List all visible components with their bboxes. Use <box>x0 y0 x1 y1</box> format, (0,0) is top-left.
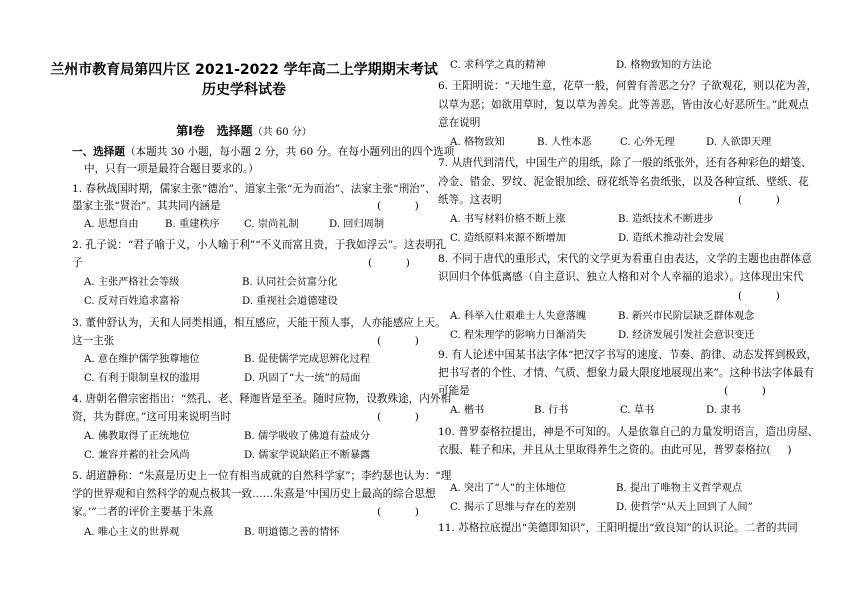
q10-stem-line1: 10. 普罗泰格拉提出，神是不可知的。人是依靠自己的力量发明语言，造出房屋、 <box>438 426 819 438</box>
instruction-line1 <box>72 145 454 159</box>
q2-option-b[interactable]: B. 认同社会贫富分化 <box>242 277 338 288</box>
q6-option-b[interactable]: B. 人性本恶 <box>537 137 592 148</box>
q6-stem-line2: 以草为恶；如欲用草时，复以草为善矣。此等善恶，皆由汝心好恶所生。”此观点 <box>438 99 809 111</box>
q5-stem-line1: 5. 胡道静称：“朱熹是历史上一位有相当成就的自然科学家”；李约瑟也认为：“理 <box>72 470 452 482</box>
q9-option-b[interactable]: B. 行书 <box>534 405 569 416</box>
q4-option-d[interactable]: D. 儒家学说缺陷正不断暴露 <box>244 450 371 461</box>
section-title <box>176 124 312 140</box>
q3-answer-blank[interactable]: ( ) <box>377 335 419 347</box>
q8-stem-line2: 识回归个体低离感（自主意识、独立人格和对个人幸福的追求）。这体现出宋代 <box>438 271 804 283</box>
q2-stem-line2: 子 <box>72 257 83 269</box>
right-column <box>438 0 819 608</box>
q10-option-c[interactable]: C. 揭示了思维与存在的差别 <box>450 502 576 513</box>
q7-option-b[interactable]: B. 造纸技术不断进步 <box>618 214 714 225</box>
q2-answer-blank[interactable]: ( ) <box>368 257 410 269</box>
q1-option-b[interactable]: B. 重建秩序 <box>165 219 220 230</box>
q9-option-d[interactable]: D. 隶书 <box>706 405 741 416</box>
q3-option-b[interactable]: B. 促使儒学完成思辨化过程 <box>244 354 371 365</box>
section-title-text: 第Ⅰ卷 选择题 <box>176 124 253 138</box>
part-heading: 一、选择题 <box>72 146 125 158</box>
q3-stem-line1: 3. 董仲舒认为，天和人同类相通，相互感应，天能干预人事，人亦能感应上天。 <box>72 317 446 329</box>
q7-option-d[interactable]: D. 造纸术推动社会发展 <box>618 233 724 244</box>
q11-stem-line1: 11. 苏格拉底提出“美德即知识”，王阳明提出“致良知”的认识论。二者的共同 <box>438 522 798 534</box>
q1-option-c[interactable]: C. 崇尚礼制 <box>244 219 299 230</box>
q3-option-c[interactable]: C. 有利于限制皇权的滥用 <box>84 373 200 384</box>
q6-stem-line1: 6. 王阳明说：“天地生意，花草一般，何曾有善恶之分？子欲观花，则以花为善， <box>438 80 818 92</box>
q7-stem-line1: 7. 从唐代到清代，中国生产的用纸，除了一般的纸张外，还有各种彩色的蜡笺、 <box>438 157 812 169</box>
q5-answer-blank[interactable]: ( ) <box>377 506 419 518</box>
q7-option-a[interactable]: A. 书写材料价格不断上涨 <box>450 214 566 225</box>
q1-option-d[interactable]: D. 回归周制 <box>329 219 385 230</box>
instruction-text1: （本题共 30 小题，每小题 2 分，共 60 分。在每小题列出的四个选项 <box>124 146 455 158</box>
q5-option-b[interactable]: B. 明道德之善的情怀 <box>244 527 340 538</box>
q2-option-a[interactable]: A. 主张严格社会等级 <box>84 277 180 288</box>
q1-stem-line2: 墨家主张“贤治”。其共同内涵是 <box>72 200 221 212</box>
q7-answer-blank[interactable]: ( ) <box>738 194 780 206</box>
q9-option-c[interactable]: C. 草书 <box>620 405 655 416</box>
section-score: （共 60 分） <box>252 127 312 138</box>
q10-option-d[interactable]: D. 使哲学“从天上回到了人间” <box>616 502 753 513</box>
q9-stem-line2: 把书写者的个性、才情、气质、想象力最大限度地展现出来”。这种书法字体最有 <box>438 367 815 379</box>
q6-option-a[interactable]: A. 格物致知 <box>450 137 505 148</box>
q10-stem-line2 <box>438 443 792 457</box>
q10-stem-line2-text: 衣服、鞋子和床，并且从土里取得养生之资的。由此可见，普罗泰格拉 <box>438 444 767 456</box>
q5-option-c[interactable]: C. 求科学之真的精神 <box>450 60 546 71</box>
q8-option-a[interactable]: A. 科举入仕艰难士人失意落魄 <box>450 311 587 322</box>
q4-stem-line1: 4. 唐朝名僧宗密指出：“然孔、老、释迦皆是至圣。随时应物，设教殊途，内外相 <box>72 393 452 405</box>
q1-option-a[interactable]: A. 思想自由 <box>84 219 139 230</box>
q4-option-c[interactable]: C. 兼容并蓄的社会风尚 <box>84 450 190 461</box>
q5-stem-line2: 学的世界观和自然科学的观点极其一致……朱熹是‘中国历史上最高的综合思想 <box>72 488 436 500</box>
q1-stem-line1: 1. 春秋战国时期，儒家主张“德治”、道家主张“无为而治”、法家主张“刑治”、 <box>72 183 436 195</box>
q9-option-a[interactable]: A. 楷书 <box>450 405 485 416</box>
q8-stem-line1: 8. 不同于唐代的重形式，宋代的文学更为看重自由表达，文学的主题也由群体意 <box>438 253 812 265</box>
q4-option-a[interactable]: A. 佛教取得了正统地位 <box>84 431 190 442</box>
q5-option-d[interactable]: D. 格物致知的方法论 <box>616 60 712 71</box>
q8-answer-blank[interactable]: ( ) <box>738 290 780 302</box>
q9-stem-line1: 9. 有人论述中国某书法字体“把汉字书写的速度、节奏、韵律、动态发挥到极致， <box>438 349 818 361</box>
q10-option-a[interactable]: A. 突出了“人”的主体地位 <box>450 483 566 494</box>
q4-option-b[interactable]: B. 儒学吸收了佛道有益成分 <box>244 431 371 442</box>
q9-answer-blank[interactable]: ( ) <box>724 385 766 397</box>
q3-option-a[interactable]: A. 意在维护儒学独尊地位 <box>84 354 200 365</box>
q4-stem-line2: 资，共为群庶。”这可用来说明当时 <box>72 411 232 423</box>
q7-stem-line3: 纸等。这表明 <box>438 194 502 206</box>
q2-option-c[interactable]: C. 反对百姓追求富裕 <box>84 296 180 307</box>
exam-title-line1: 兰州市教育局第四片区 2021-2022 学年高二上学期期末考试 <box>50 62 438 78</box>
q4-answer-blank[interactable]: ( ) <box>377 411 419 423</box>
q6-stem-line3: 意在说明 <box>438 117 481 129</box>
q2-stem-line1: 2. 孔子说：“君子喻于义，小人喻于利”“不义而富且贵，于我如浮云”。这表明孔 <box>72 239 447 251</box>
q6-option-c[interactable]: C. 心外无理 <box>620 137 675 148</box>
exam-title-line2: 历史学科试卷 <box>202 82 286 98</box>
q8-option-b[interactable]: B. 新兴市民阶层缺乏群体观念 <box>618 311 755 322</box>
q10-option-b[interactable]: B. 提出了唯物主义哲学观点 <box>616 483 743 494</box>
q1-answer-blank[interactable]: ( ) <box>377 200 419 212</box>
q3-stem-line2: 这一主张 <box>72 335 115 347</box>
q3-option-d[interactable]: D. 巩固了“大一统”的局面 <box>244 373 361 384</box>
instruction-line2: 中，只有一项是最符合题目要求的。） <box>84 163 259 175</box>
q2-option-d[interactable]: D. 重视社会道德建设 <box>242 296 338 307</box>
q8-option-d[interactable]: D. 经济发展引发社会意识变迁 <box>618 330 755 341</box>
q7-stem-line2: 冷金、错金、罗纹、泥金银加绘、砑花纸等名贵纸张，以及各种宣纸、壁纸、花 <box>438 176 809 188</box>
q5-option-a[interactable]: A. 唯心主义的世界观 <box>84 527 180 538</box>
q5-stem-line3: 家。’”二者的评价主要基于朱熹 <box>72 506 214 518</box>
q6-option-d[interactable]: D. 人欲即天理 <box>706 137 772 148</box>
q10-answer-blank[interactable]: ( ) <box>766 444 792 456</box>
q7-option-c[interactable]: C. 造纸原料来源不断增加 <box>450 233 566 244</box>
q8-option-c[interactable]: C. 程朱理学的影响力日渐消失 <box>450 330 587 341</box>
q9-stem-line3: 可能是 <box>438 385 470 397</box>
